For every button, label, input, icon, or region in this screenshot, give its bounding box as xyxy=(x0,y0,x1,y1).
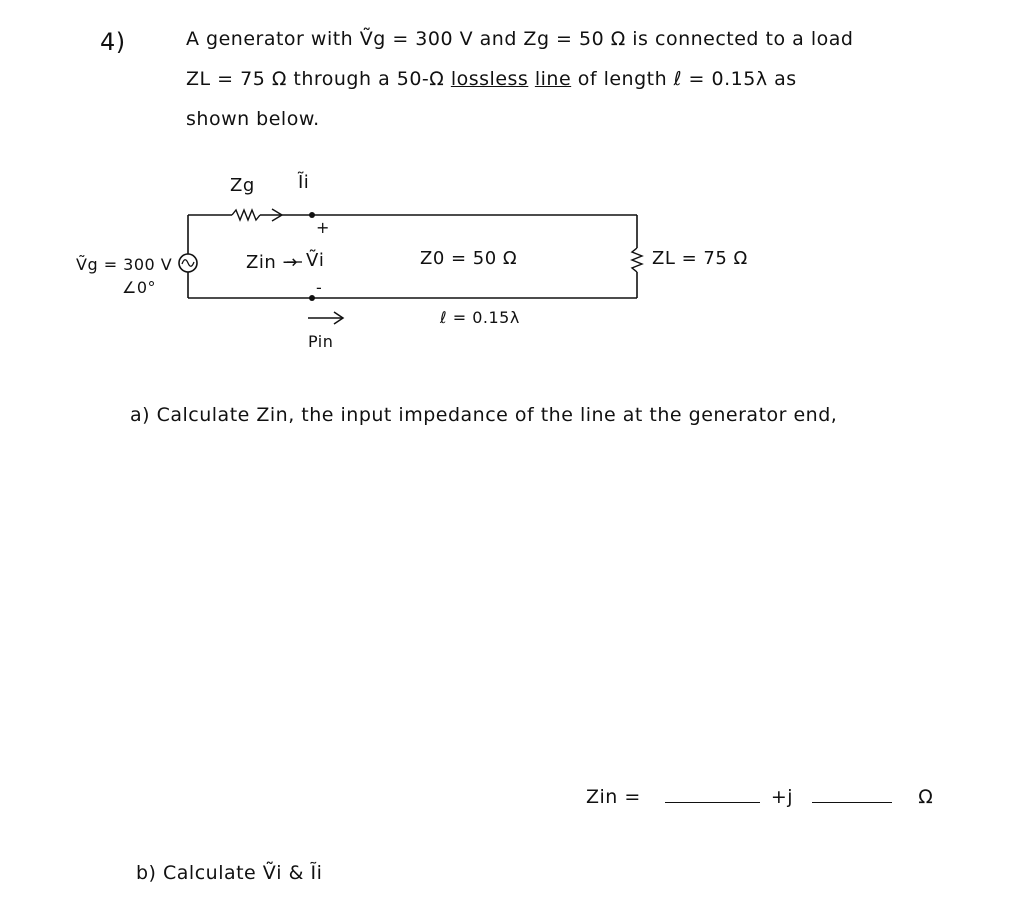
vi-label: Ṽi xyxy=(306,250,325,271)
plus-j-label: +j xyxy=(770,786,794,808)
vg-label: Ṽg = 300 V xyxy=(76,255,173,274)
minus-sign: - xyxy=(316,278,323,297)
part-b-question: b) Calculate Ṽi & Ĩi xyxy=(136,862,323,884)
plus-sign: + xyxy=(316,218,330,237)
z0-label: Z0 = 50 Ω xyxy=(420,248,518,269)
problem-line-2-end: of length ℓ = 0.15λ as xyxy=(577,68,797,90)
part-a-question: a) Calculate Zin, the input impedance of the line at the generator end, xyxy=(130,404,838,426)
length-label: ℓ = 0.15λ xyxy=(440,308,520,327)
lossless-word: lossless xyxy=(450,68,529,90)
zin-label: Zin → xyxy=(246,252,299,273)
zg-resistor xyxy=(232,210,260,220)
zin-answer-label: Zin = xyxy=(586,786,641,808)
ohm-unit: Ω xyxy=(918,786,934,808)
zin-imag-blank[interactable] xyxy=(812,802,892,803)
vg-angle: ∠0° xyxy=(122,278,157,297)
zin-real-blank[interactable] xyxy=(665,802,760,803)
question-number: 4) xyxy=(100,28,126,56)
problem-line-1: A generator with Ṽg = 300 V and Zg = 50 Ω is connected to a load xyxy=(186,28,854,50)
problem-line-2-start: ZL = 75 Ω through a 50-Ω xyxy=(186,68,445,90)
ii-label: Ĩi xyxy=(298,172,310,193)
zl-resistor xyxy=(632,248,642,272)
zl-label: ZL = 75 Ω xyxy=(652,248,748,269)
zg-label: Zg xyxy=(230,175,255,196)
pin-label: Pin xyxy=(308,332,334,351)
problem-line-3: shown below. xyxy=(186,108,320,130)
line-word: line xyxy=(534,68,572,90)
zin-answer-row xyxy=(586,786,933,808)
